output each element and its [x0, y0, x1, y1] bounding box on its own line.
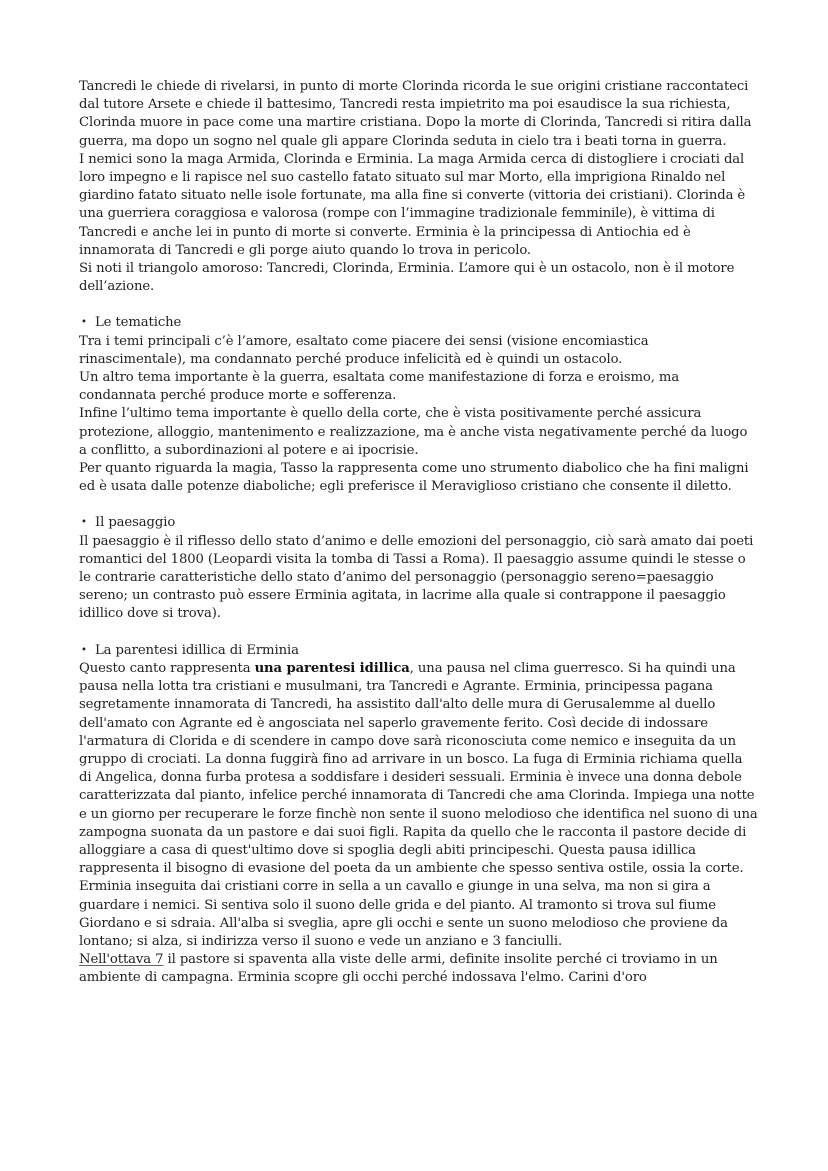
section-heading-parentesi	[79, 642, 758, 660]
tematiche-paragraph-2: Un altro tema importante è la guerra, esaltata come manifestazione di forza e eroismo, ma condannata perché produce morte e sofferenza.	[79, 370, 680, 404]
intro-paragraph-1: Tancredi le chiede di rivelarsi, in punto di morte Clorinda ricorda le sue origini cristiane raccontateci dal tutore Arsete e chiede il battesimo, Tancredi resta impietrito ma poi esaudisce la sua richiesta, Clorinda muore in pace come una martire cristiana. Dopo la morte di Clorinda, Tancredi si ritira dalla guerra, ma dopo un sogno nel quale gli appare Clorinda seduta in cielo tra i beati torna in guerra.	[79, 79, 752, 149]
bullet-icon: •	[81, 644, 87, 656]
ottava-reference-link[interactable]: Nell'ottava 7	[79, 952, 164, 968]
tematiche-paragraph-1: Tra i temi principali c’è l’amore, esaltato come piacere dei sensi (visione encomiastica rinascimentale), ma condannato perché produce infelicità ed è quindi un ostacolo.	[79, 333, 649, 367]
tematiche-paragraph-4: Per quanto riguarda la magia, Tasso la rappresenta come uno strumento diabolico che ha fini maligni ed è usata dalle potenze diaboliche; egli preferisce il Meraviglioso cristiano che consente il diletto.	[79, 461, 749, 495]
intro-paragraph-2: I nemici sono la maga Armida, Clorinda e Erminia. La maga Armida cerca di distogliere i crociati dal loro impegno e li rapisce nel suo castello fatato situato sul mar Morto, ella imprigiona Rinaldo nel giardino fatato situato nelle isole fortunate, ma alla fine si converte (vittoria dei cristiani). Clorinda è una guerriera coraggiosa e valorosa (rompe con l’immagine tradizionale femminile), è vittima di Tancredi e anche lei in punto di morte si converte. Erminia è la principessa di Antiochia ed è innamorata di Tancredi e gli porge aiuto quando lo trova in pericolo.	[79, 151, 746, 258]
text-run: Questo canto rappresenta	[79, 660, 255, 676]
section-heading-tematiche	[79, 314, 758, 332]
parentesi-paragraph-2: Erminia inseguita dai cristiani corre in sella a un cavallo e giunge in una selva, ma non si gira a guardare i nemici. Si sentiva solo il suono delle grida e del pianto. Al tramonto si trova sul fiume Giordano e si sdraia. All'alba si sveglia, apre gli occhi e sente un suono melodioso che proviene da lontano; si alza, si indirizza verso il suono e vede un anziano e 3 fanciulli.	[79, 879, 728, 949]
parentesi-paragraph-3	[79, 951, 758, 987]
heading-text: La parentesi idillica di Erminia	[95, 642, 299, 658]
spacer	[79, 496, 758, 514]
text-run: il pastore si spaventa alla viste delle armi, definite insolite perché ci troviamo in un ambiente di campagna. Erminia scopre gli occhi perché indossava l'elmo. Carini d'oro	[79, 952, 718, 986]
bullet-icon: •	[81, 517, 87, 529]
heading-text: Il paesaggio	[95, 515, 176, 531]
paesaggio-paragraph-1: Il paesaggio è il riflesso dello stato d’animo e delle emozioni del personaggio, ciò sarà amato dai poeti romantici del 1800 (Leopardi visita la tomba di Tassi a Roma). Il paesaggio assume quindi le stesse o le contrarie caratteristiche dello stato d’animo del personaggio (personaggio sereno=paesaggio sereno; un contrasto può essere Erminia agitata, in lacrime alla quale si contrappone il paesaggio idillico dove si trova).	[79, 533, 754, 622]
text-run: , una pausa nel clima guerresco. Si ha quindi una pausa nella lotta tra cristiani e musulmani, tra Tancredi e Agrante. Erminia, principessa pagana segretamente innamorata di Tancredi, ha assistito dall'alto delle mura di Gerusalemme al duello dell'amato con Agrante ed è angosciata nel saperlo gravemente ferito. Così decide di indossare l'armatura di Clorida e di scendere in campo dove sarà riconosciuta come nemico e inseguita da un gruppo di crociati. La donna fuggirà fino ad arrivare in un bosco. La fuga di Erminia richiama quella di Angelica, donna furba protesa a soddisfare i desideri sessuali. Erminia è invece una donna debole caratterizzata dal pianto, infelice perché innamorata di Tancredi che ama Clorinda. Impiega una notte e un giorno per recuperare le forze finchè non sente il suono melodioso che identifica nel suono di una zampogna suonata da un pastore e dai suoi figli. Rapita da quello che le racconta il pastore decide di alloggiare a casa di quest'ultimo dove si spoglia degli abiti principeschi. Questa pausa idillica rappresenta il bisogno di evasione del poeta da un ambiente che spesso sentiva ostile, ossia la corte.	[79, 660, 758, 877]
spacer	[79, 624, 758, 642]
section-heading-paesaggio	[79, 514, 758, 532]
bullet-icon: •	[81, 317, 87, 329]
tematiche-paragraph-3: Infine l’ultimo tema importante è quello della corte, che è vista positivamente perché assicura protezione, alloggio, mantenimento e realizzazione, ma è anche vista negativamente perché da luogo a conflitto, a subordinazioni al potere e ai ipocrisie.	[79, 406, 748, 458]
emphasized-phrase: una parentesi idillica	[254, 660, 410, 676]
spacer	[79, 296, 758, 314]
parentesi-paragraph-1	[79, 660, 758, 878]
heading-text: Le tematiche	[95, 315, 182, 331]
intro-paragraph-3: Si noti il triangolo amoroso: Tancredi, Clorinda, Erminia. L’amore qui è un ostacolo, non è il motore dell’azione.	[79, 261, 735, 295]
